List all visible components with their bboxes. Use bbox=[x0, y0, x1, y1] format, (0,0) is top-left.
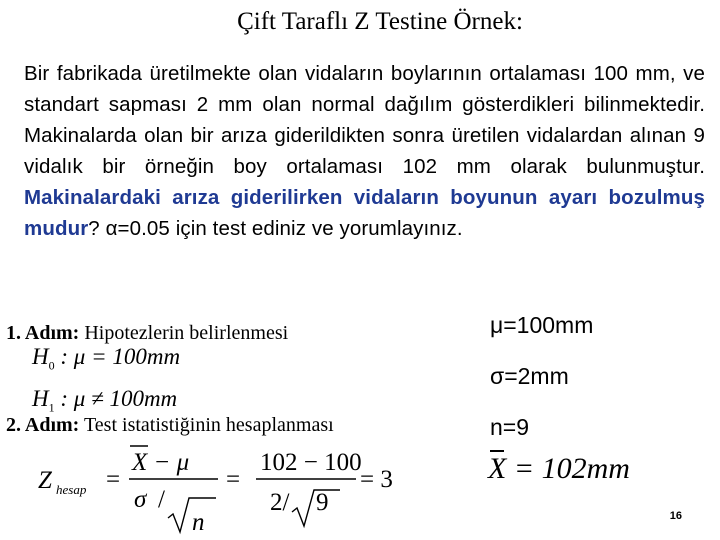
h0-subscript: 0 bbox=[48, 358, 55, 373]
h0-symbol: H bbox=[32, 344, 49, 369]
fraction-2-denominator: 2/ bbox=[270, 489, 290, 516]
equals-2: = bbox=[226, 466, 241, 493]
slide-title: Çift Taraflı Z Testine Örnek: bbox=[237, 8, 523, 35]
fraction-1-n: n bbox=[192, 509, 205, 536]
z-test-formula bbox=[34, 440, 394, 538]
fraction-1-numerator: X − μ bbox=[132, 449, 190, 476]
equals-result: = 3 bbox=[360, 466, 393, 493]
z-symbol: Z bbox=[38, 467, 52, 494]
given-sigma: σ=2mm bbox=[490, 363, 569, 389]
fraction-1-sigma: σ bbox=[134, 486, 147, 513]
step-2-heading bbox=[6, 414, 334, 437]
page-number: 16 bbox=[669, 510, 682, 522]
xbar-symbol: X bbox=[488, 452, 507, 485]
null-hypothesis bbox=[32, 344, 180, 374]
problem-statement bbox=[24, 58, 705, 244]
fraction-2-numerator: 102 − 100 bbox=[260, 449, 362, 476]
h1-subscript: 1 bbox=[48, 400, 55, 415]
equals-1: = bbox=[106, 466, 121, 493]
problem-text: Bir fabrikada üretilmekte olan vidaların boylarının ortalaması 100 mm, ve standart sapması 2 mm olan normal dağılım gösterdikleri bilinmektedir. Makinalarda olan bir arıza giderildikten sonra üretilen vidalardan alınan 9 vidalık bir örneğin boy ortalaması 102 mm olarak bulunmuştur. bbox=[24, 62, 705, 178]
h1-expression: : μ ≠ 100mm bbox=[60, 386, 178, 411]
alternative-hypothesis bbox=[32, 386, 177, 416]
step-2-number: 2. Adım: bbox=[6, 414, 80, 436]
given-n: n=9 bbox=[490, 414, 530, 440]
question-mark: ? bbox=[88, 217, 100, 240]
h0-expression: : μ = 100mm bbox=[60, 344, 181, 369]
step-1-label: Hipotezlerin belirlenmesi bbox=[79, 322, 289, 344]
step-1-number: 1. Adım: bbox=[6, 322, 80, 344]
fraction-1-slash: / bbox=[158, 486, 165, 513]
step-1-heading bbox=[6, 322, 288, 345]
question-highlight: Makinalardaki arıza giderilirken vidaların boyunun ayarı bozulmuş mudur bbox=[24, 186, 705, 240]
fraction-2-root: 9 bbox=[316, 489, 329, 516]
alpha-line: α=0.05 için test ediniz ve yorumlayınız. bbox=[105, 217, 463, 240]
given-sample-mean bbox=[488, 452, 630, 486]
z-subscript: hesap bbox=[56, 482, 87, 497]
given-mu: μ=100mm bbox=[490, 312, 594, 338]
h1-symbol: H bbox=[32, 386, 49, 411]
xbar-value: = 102mm bbox=[506, 452, 630, 485]
step-2-label: Test istatistiğinin hesaplanması bbox=[79, 414, 334, 436]
